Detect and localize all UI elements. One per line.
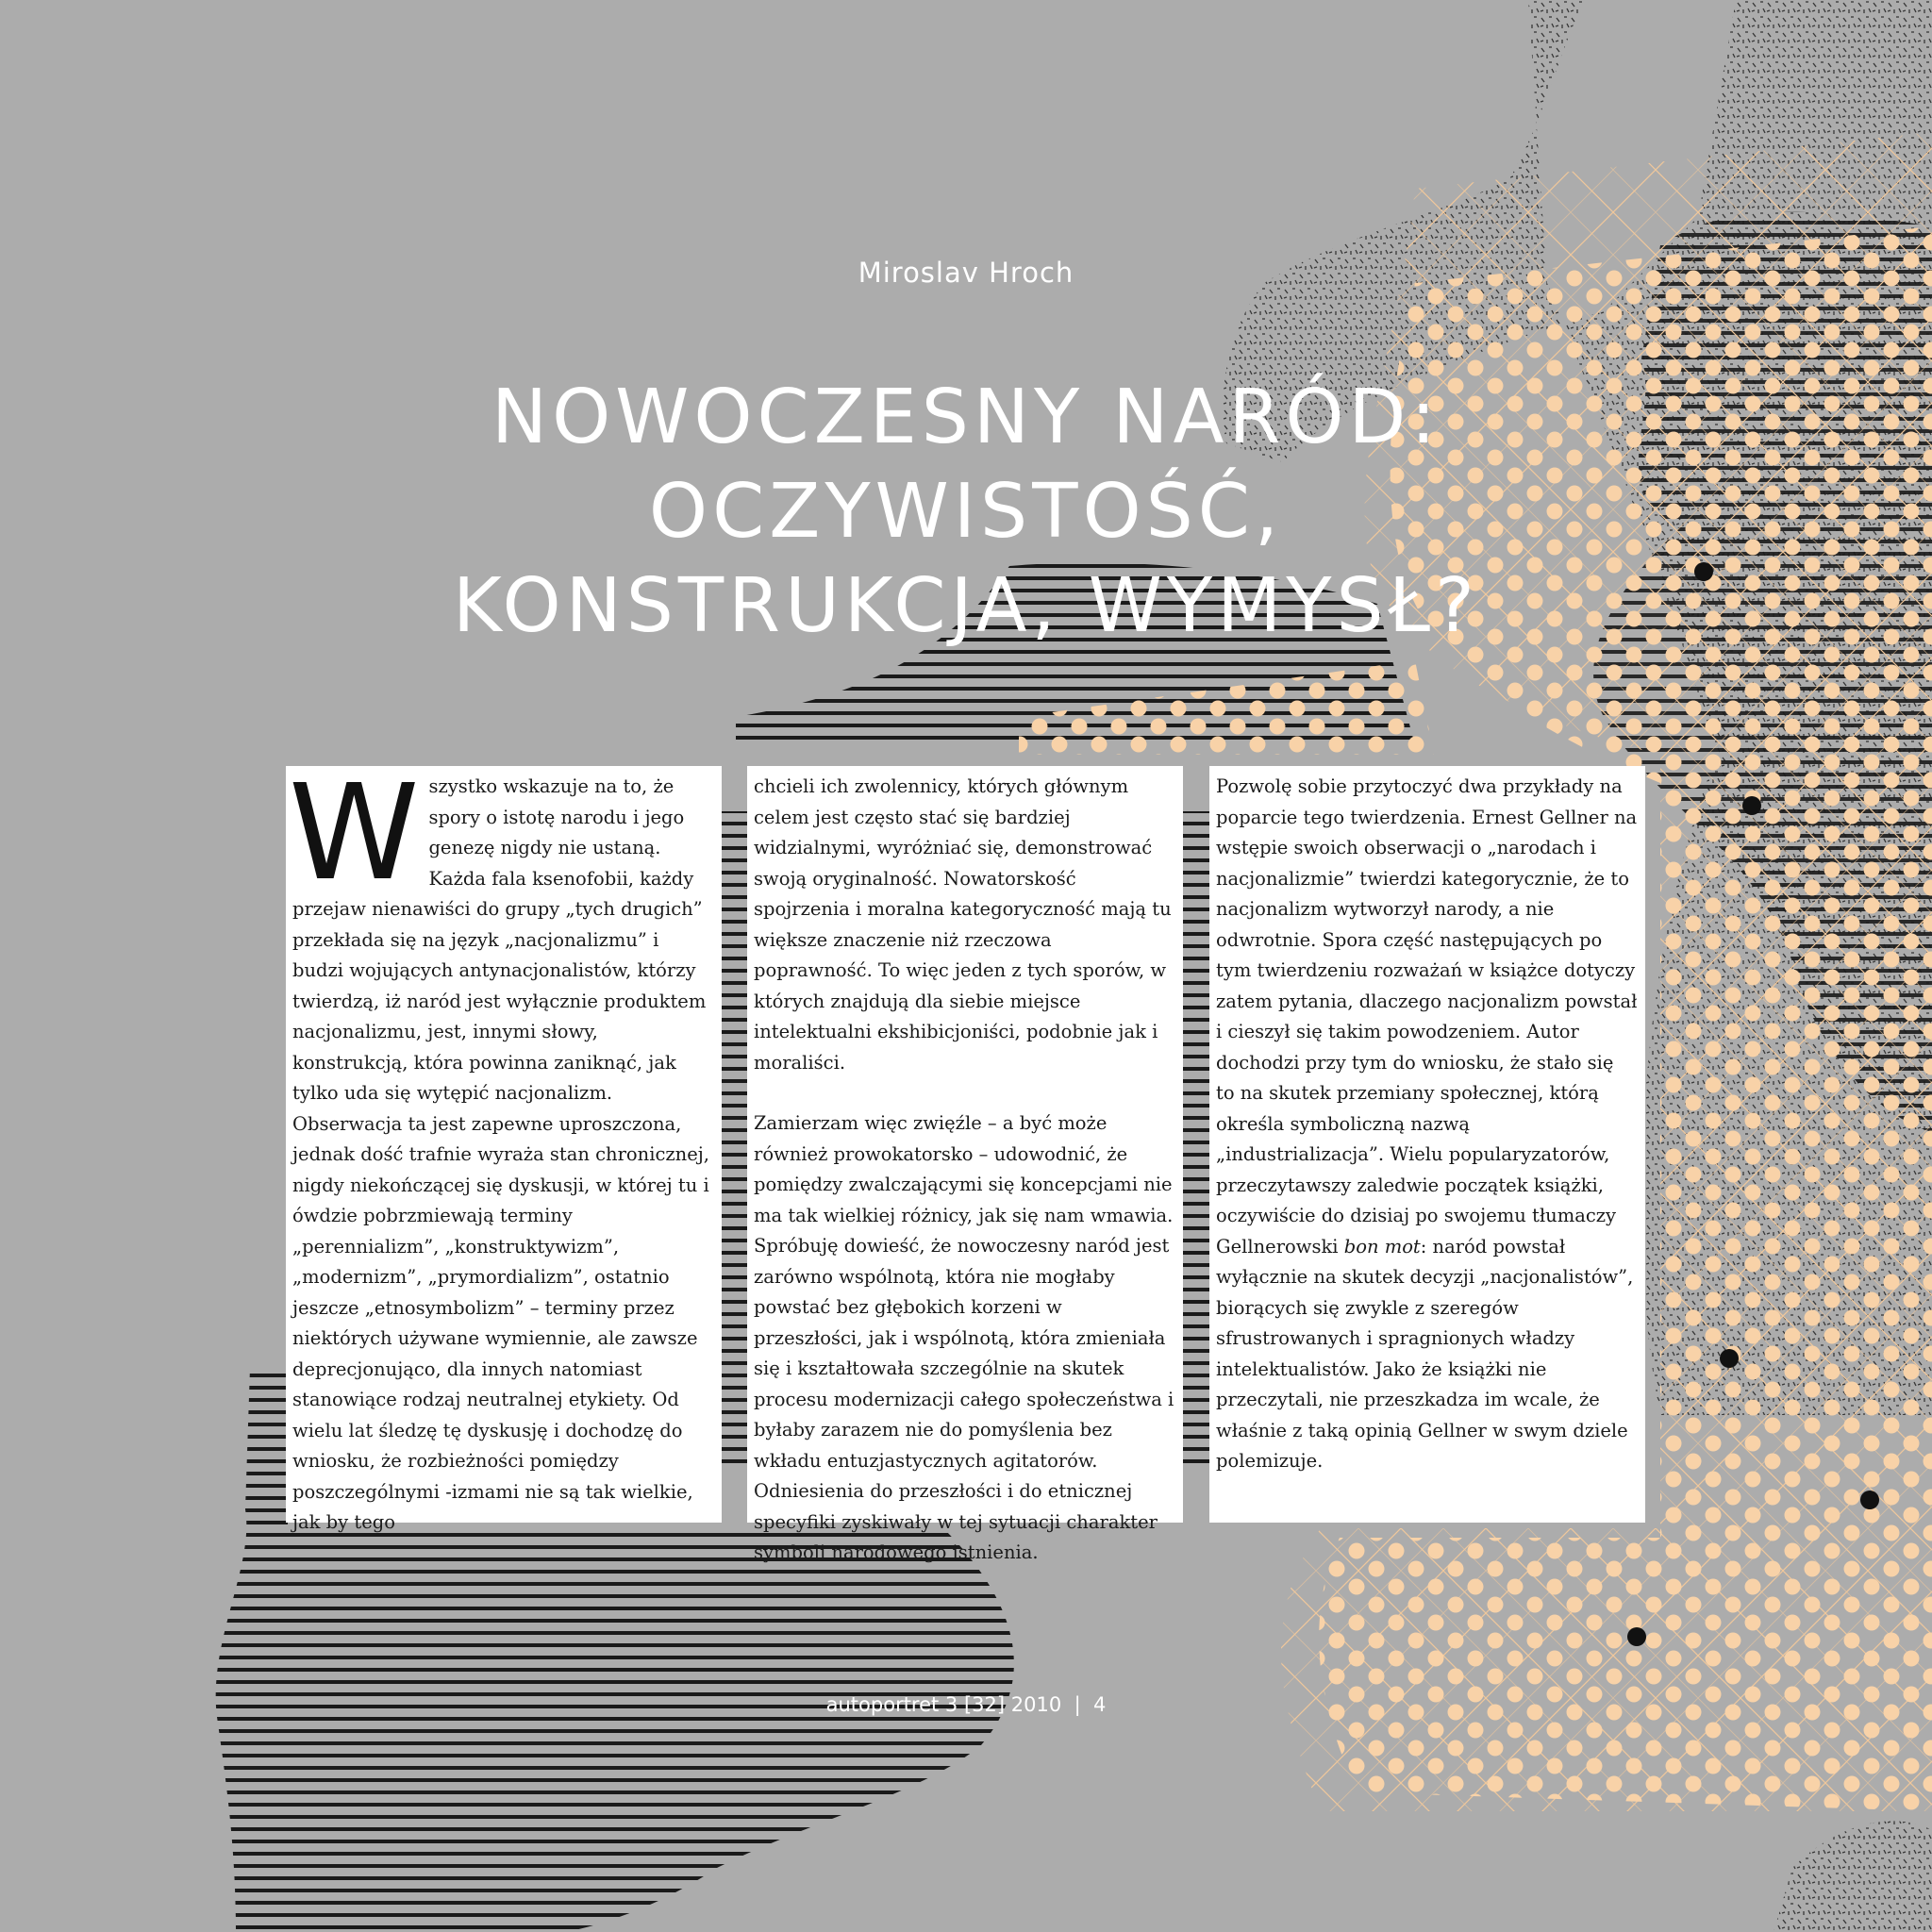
footer-separator: | (1074, 1693, 1081, 1716)
text-column-2 (747, 766, 1183, 1563)
dash-texture-bottom (1774, 1821, 1932, 1932)
article-author: Miroslav Hroch (858, 257, 1074, 289)
title-line-2: OCZYWISTOŚĆ, (648, 468, 1284, 555)
paragraph: chcieli ich zwolennicy, których głównym celem jest często stać się bardziej widzialnymi, wyróżniać się, demonstrować swoją oryginalność. Nowatorskość spojrzenia i moralna kategoryczność mają tu większe znaczenie niż rzeczowa poprawność. To więc jeden z tych sporów, w których znajdują dla siebie miejsce intelektualni ekshibicjoniści, podobnie jak i moraliści. (754, 775, 1172, 1074)
paragraph-text-before: Pozwolę sobie przytoczyć dwa przykłady na poparcie tego twierdzenia. Ernest Gellner na wstępie swoich obserwacji o „narodach i nacjonalizmie” twierdzi kategorycznie, że to nacjonalizm wytworzył narody, a nie odwrotnie. Spora część następujących po tym twierdzeniu rozważań w książce dotyczy zatem pytania, dlaczego nacjonalizm powstał i cieszył się takim powodzeniem. Autor dochodzi przy tym do wniosku, że stało się to na skutek przemiany społecznej, którą określa symboliczną nazwą „industrializacja”. Wielu popularyzatorów, przeczytawszy zaledwie początek książki, oczywiście do dzisiaj po swojemu tłumaczy Gellnerowski (1216, 775, 1638, 1257)
paragraph-text-after: : naród powstał wyłącznie na skutek decyzji „nacjonalistów”, biorących się zwykle z szeregów sfrustrowanych i spragnionych władzy intelektualistów. Jako że książki nie przeczytali, nie przeszkadza im wcale, że właśnie z taką opinią Gellner w swym dziele polemizuje. (1216, 1235, 1634, 1472)
paragraph: szystko wskazuje na to, że spory o istotę narodu i jego genezę nigdy nie ustaną. Każda fala ksenofobii, każdy przejaw nienawiści do grupy „tych drugich” przekłada się na język „nacjonalizmu” i budzi wojujących antynacjonalistów, którzy twierdzą, iż naród jest wyłącznie produktem nacjonalizmu, jest, innymi słowy, konstrukcją, która powinna zaniknąć, jak tylko uda się wytępić nacjonalizm. Obserwacja ta jest zapewne uproszczona, jednak dość trafnie wyraża stan chronicznej, nigdy niekończącej się dyskusji, w której tu i ówdzie pobrzmiewają terminy „perennializm”, „konstruktywizm”, „modernizm”, „prymordializm”, ostatnio jeszcze „etnosymbolizm” – terminy przez niektórych używane wymiennie, ale zawsze deprecjonująco, dla innych natomiast stanowiące rodzaj neutralnej etykiety. Od wielu lat śledzę tę dyskusję i dochodzę do wniosku, że rozbieżności pomiędzy poszczególnymi -izmami nie są tak wielkie, jak by tego (292, 775, 710, 1533)
title-line-1: NOWOCZESNY NARÓD: (491, 374, 1441, 460)
page-number: 4 (1093, 1693, 1107, 1716)
paragraph-italic: bon mot (1343, 1235, 1421, 1257)
paragraph: Zamierzam więc zwięźle – a być może również prowokatorsko – udowodnić, że pomiędzy zwalczającymi się koncepcjami nie ma tak wielkiej różnicy, jak się nam wmawia. Spróbuję dowieść, że nowoczesny naród jest zarówno wspólnotą, która nie mogłaby powstać bez głębokich korzeni w przeszłości, jak i wspólnotą, która zmieniała się i kształtowała szczególnie na skutek procesu modernizacji całego społeczeństwa i byłaby zarazem nie do pomyślenia bez wkładu entuzjastycznych agitatorów. Odniesienia do przeszłości i do etnicznej specyfiki zyskiwały w tej sytuacji charakter symboli narodowego istnienia. (754, 1112, 1174, 1563)
title-line-3: KONSTRUKCJA, WYMYSŁ? (453, 562, 1479, 649)
black-dot (1742, 796, 1761, 815)
page-footer (0, 1693, 1932, 1716)
black-dot (1860, 1491, 1879, 1509)
paragraph (1216, 772, 1638, 1477)
text-column-1 (286, 757, 722, 1533)
drop-cap: W (289, 757, 420, 910)
black-dot (1720, 1349, 1739, 1368)
journal-issue: autoportret 3 [32] 2010 (825, 1693, 1062, 1716)
article-title (0, 370, 1932, 653)
text-column-3 (1209, 766, 1645, 1523)
black-dot (1627, 1627, 1646, 1646)
